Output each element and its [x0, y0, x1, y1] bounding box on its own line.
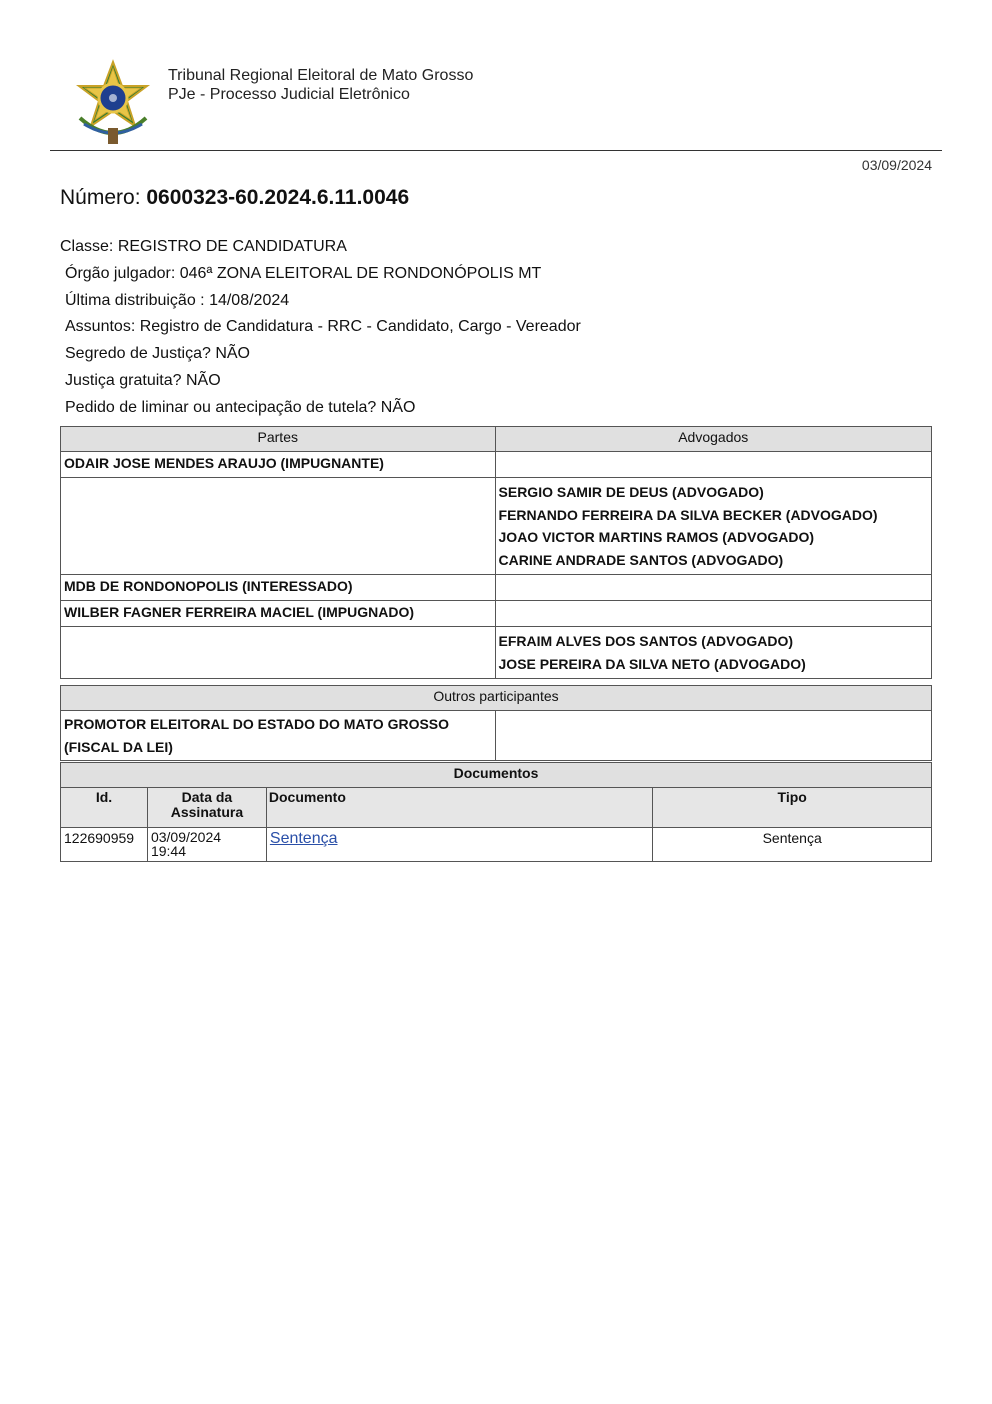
- advogado-name: EFRAIM ALVES DOS SANTOS (ADVOGADO): [498, 633, 794, 649]
- partes-table: [60, 426, 932, 679]
- gratuita-label: Justiça gratuita?: [65, 371, 182, 389]
- table-row: [61, 627, 932, 679]
- empty-cell: [495, 711, 931, 761]
- documentos-title-row: [61, 763, 932, 788]
- gratuita-row: [60, 368, 581, 395]
- advogado-name: JOSE PEREIRA DA SILVA NETO (ADVOGADO): [498, 655, 806, 672]
- doc-date: 03/09/2024: [150, 829, 222, 845]
- orgao-label: Órgão julgador:: [65, 264, 176, 282]
- process-number: [60, 186, 409, 210]
- parte-cell: WILBER FAGNER FERREIRA MACIEL (IMPUGNADO): [61, 601, 496, 627]
- partes-header-row: [61, 427, 932, 452]
- orgao-row: [60, 261, 581, 288]
- assuntos-label: Assuntos:: [65, 318, 136, 336]
- parte-cell: MDB DE RONDONOPOLIS (INTERESSADO): [61, 575, 496, 601]
- process-number-label: Número:: [60, 186, 141, 209]
- doc-date-cell: [147, 828, 266, 862]
- process-metadata: [60, 234, 581, 422]
- doc-name-cell: [266, 828, 652, 862]
- parte-cell: [61, 627, 496, 679]
- advogado-name: JOAO VICTOR MARTINS RAMOS (ADVOGADO): [498, 529, 815, 545]
- court-name: [168, 66, 473, 104]
- segredo-value: NÃO: [215, 345, 250, 363]
- partes-column-header: Partes: [61, 427, 496, 452]
- distribuicao-value: 14/08/2024: [209, 291, 290, 309]
- advogados-cell: [495, 452, 931, 478]
- table-row: [61, 452, 932, 478]
- orgao-value: 046ª ZONA ELEITORAL DE RONDONÓPOLIS MT: [179, 264, 542, 282]
- classe-value: REGISTRO DE CANDIDATURA: [117, 238, 347, 255]
- tipo-column-header: Tipo: [653, 788, 932, 828]
- segredo-row: [60, 341, 581, 368]
- liminar-value: NÃO: [380, 398, 416, 416]
- advogados-column-header: Advogados: [495, 427, 931, 452]
- documento-link[interactable]: Sentença: [269, 830, 338, 847]
- id-column-header: Id.: [61, 788, 148, 828]
- print-date: 03/09/2024: [861, 157, 932, 173]
- parte-cell: ODAIR JOSE MENDES ARAUJO (IMPUGNANTE): [61, 452, 496, 478]
- advogados-cell: [495, 601, 931, 627]
- header-divider: [50, 150, 942, 151]
- assuntos-value: Registro de Candidatura - RRC - Candidato, Cargo - Vereador: [139, 318, 581, 336]
- table-row: [61, 601, 932, 627]
- advogado-name: FERNANDO FERREIRA DA SILVA BECKER (ADVOGADO): [498, 506, 878, 523]
- court-name-line1: Tribunal Regional Eleitoral de Mato Grosso: [168, 67, 474, 84]
- page-header: [50, 52, 942, 150]
- gratuita-value: NÃO: [185, 371, 221, 389]
- liminar-label: Pedido de liminar ou antecipação de tutela?: [65, 398, 377, 416]
- participante-cell: [61, 711, 496, 761]
- table-row: [61, 711, 932, 761]
- classe-label: Classe:: [60, 238, 114, 255]
- court-name-line2: PJe - Processo Judicial Eletrônico: [168, 86, 410, 103]
- advogados-cell: [495, 575, 931, 601]
- distribuicao-label: Última distribuição :: [65, 291, 205, 309]
- doc-time: 19:44: [150, 843, 187, 859]
- outros-participantes-table: [60, 685, 932, 761]
- outros-header-row: [61, 686, 932, 711]
- documentos-header: Documentos: [61, 763, 932, 788]
- advogados-cell: [495, 478, 931, 575]
- advogado-name: SERGIO SAMIR DE DEUS (ADVOGADO): [498, 484, 764, 500]
- documentos-table: [60, 762, 932, 862]
- doc-id-cell: 122690959: [61, 828, 148, 862]
- advogados-cell: [495, 627, 931, 679]
- outros-header: Outros participantes: [61, 686, 932, 711]
- assuntos-row: [60, 314, 581, 341]
- data-header-line1: Data da: [181, 789, 233, 805]
- segredo-label: Segredo de Justiça?: [65, 345, 211, 363]
- data-column-header: [147, 788, 266, 828]
- classe-row: [60, 234, 581, 261]
- liminar-row: [60, 395, 581, 422]
- distribuicao-row: [60, 288, 581, 315]
- brazil-coat-of-arms-logo: [70, 58, 156, 148]
- doc-tipo-cell: Sentença: [653, 828, 932, 862]
- participante-line1: PROMOTOR ELEITORAL DO ESTADO DO MATO GROSSO: [64, 716, 450, 732]
- data-header-line2: Assinatura: [170, 804, 244, 820]
- table-row: [61, 478, 932, 575]
- documento-column-header: Documento: [266, 788, 652, 828]
- advogado-name: CARINE ANDRADE SANTOS (ADVOGADO): [498, 551, 784, 568]
- parte-cell: [61, 478, 496, 575]
- documentos-columns-row: [61, 788, 932, 828]
- process-number-value: 0600323-60.2024.6.11.0046: [146, 186, 410, 209]
- participante-line2: (FISCAL DA LEI): [64, 738, 173, 755]
- table-row: [61, 575, 932, 601]
- table-row: [61, 828, 932, 862]
